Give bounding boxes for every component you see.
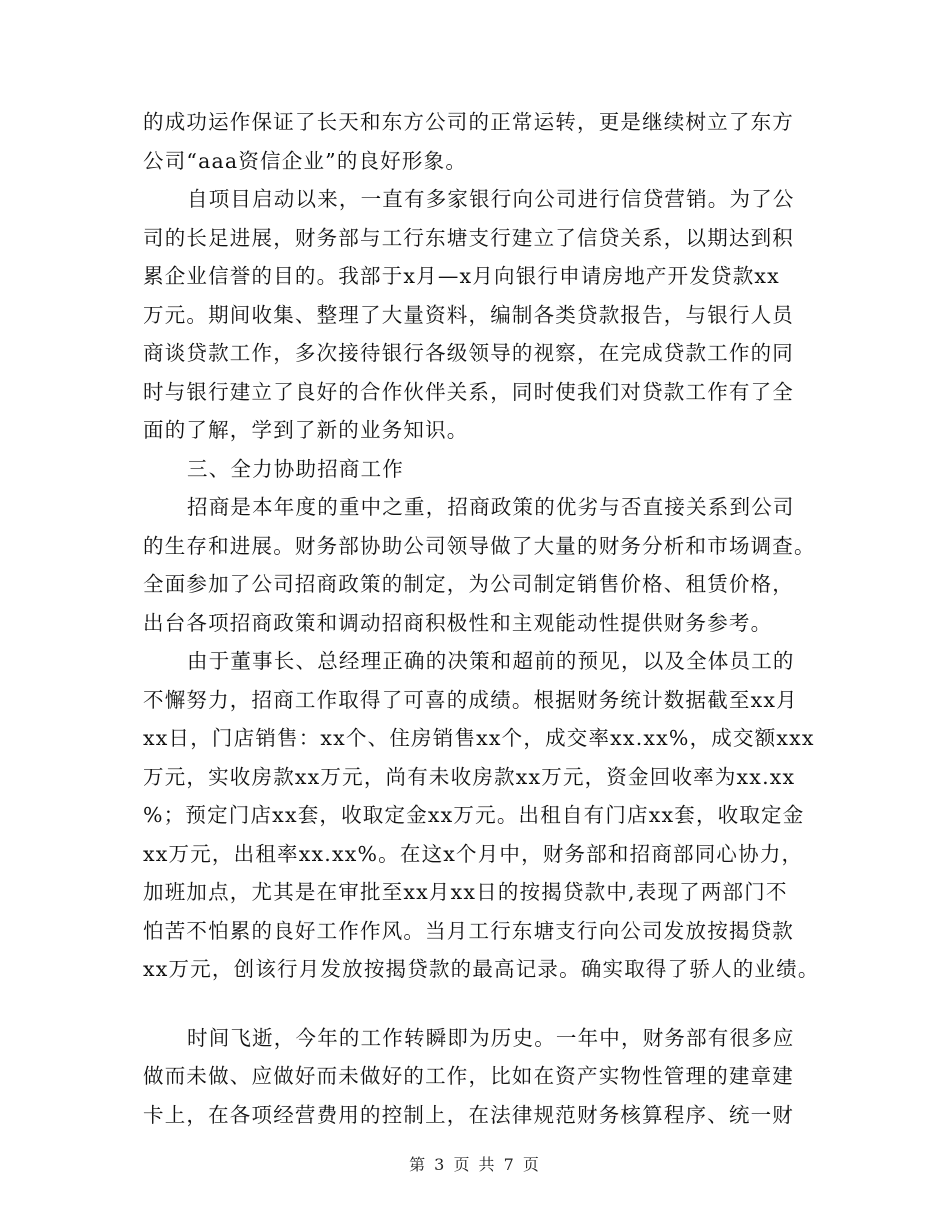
text-line: 的成功运作保证了长天和东方公司的正常运转，更是继续树立了东方	[143, 110, 794, 134]
text-line: xx日，门店销售：xx个、住房销售xx个，成交率xx.xx%，成交额xxx	[143, 726, 815, 750]
paragraph-start: 自项目启动以来，一直有多家银行向公司进行信贷营销。为了公	[187, 187, 795, 211]
text-line: xx万元，出租率xx.xx%。在这x个月中，财务部和招商部同心协力，	[143, 841, 804, 866]
text-line: 面的了解，学到了新的业务知识。	[143, 418, 469, 442]
text-line: 做而未做、应做好而未做好的工作，比如在资产实物性管理的建章建	[143, 1064, 794, 1088]
paragraph-start: 时间飞逝，今年的工作转瞬即为历史。一年中，财务部有很多应	[187, 1025, 795, 1050]
page-number: 第 3 页 共 7 页	[409, 1155, 541, 1174]
section-heading: 三、全力协助招商工作	[187, 456, 404, 481]
text-line: 累企业信誉的目的。我部于x月—x月向银行申请房地产开发贷款xx	[143, 264, 780, 288]
text-line: 加班加点，尤其是在审批至xx月xx日的按揭贷款中,表现了两部门不	[143, 880, 788, 904]
text-line: 出台各项招商政策和调动招商积极性和主观能动性提供财务参考。	[143, 610, 773, 635]
text-line: 司的长足进展，财务部与工行东塘支行建立了信贷关系，以期达到积	[143, 225, 794, 250]
text-line: 不懈努力，招商工作取得了可喜的成绩。根据财务统计数据截至xx月	[143, 687, 798, 712]
paragraph-gap	[143, 989, 809, 1019]
text-line: 时与银行建立了良好的合作伙伴关系，同时使我们对贷款工作有了全	[143, 379, 794, 404]
text-line: 商谈贷款工作，多次接待银行各级领导的视察，在完成贷款工作的同	[143, 341, 794, 365]
text-line: %；预定门店xx套，收取定金xx万元。出租自有门店xx套，收取定金	[143, 803, 805, 827]
text-line: 怕苦不怕累的良好工作作风。当月工行东塘支行向公司发放按揭贷款	[143, 918, 794, 943]
text-line: xx万元，创该行月发放按揭贷款的最高记录。确实取得了骄人的业绩。	[143, 957, 820, 981]
paragraph-start: 由于董事长、总经理正确的决策和超前的预见，以及全体员工的	[187, 649, 795, 673]
text-line: 万元，实收房款xx万元，尚有未收房款xx万元，资金回收率为xx.xx	[143, 764, 796, 789]
text-line: 全面参加了公司招商政策的制定，为公司制定销售价格、租赁价格，	[143, 572, 794, 596]
text-line: 卡上，在各项经营费用的控制上，在法律规范财务核算程序、统一财	[143, 1102, 794, 1127]
body-text	[143, 103, 820, 1134]
text-line: 的生存和进展。财务部协助公司领导做了大量的财务分析和市场调查。	[143, 533, 816, 558]
text-line: 万元。期间收集、整理了大量资料，编制各类贷款报告，与银行人员	[143, 302, 794, 327]
paragraph-start: 招商是本年度的重中之重，招商政策的优劣与否直接关系到公司	[187, 495, 795, 519]
text-line: 公司“aaa资信企业”的良好形象。	[143, 148, 468, 173]
